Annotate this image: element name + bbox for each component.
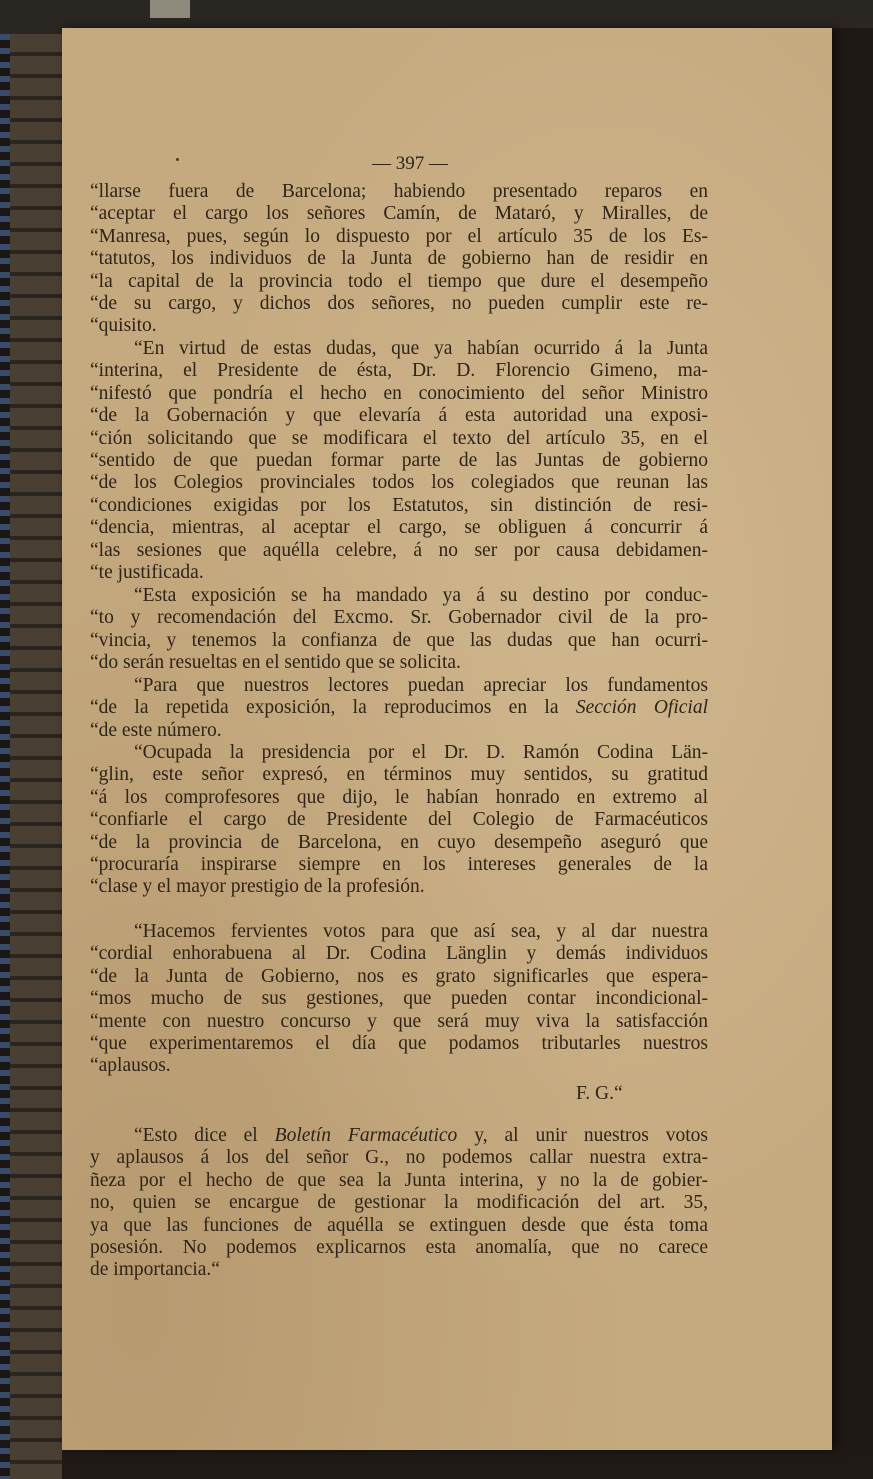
italic-publication-section: Sección Oficial xyxy=(575,697,708,719)
text-line: “nifestó que pondría el hecho en conocimiento del señor Ministro xyxy=(90,382,708,404)
text-line: “de la Gobernación y que elevaría á esta autoridad una exposi- xyxy=(90,405,708,427)
text-line: de importancia.“ xyxy=(90,1259,220,1281)
text-line: “procuraría inspirarse siempre en los intereses generales de la xyxy=(90,854,708,876)
text-line: “interina, el Presidente de ésta, Dr. D. Florencio Gimeno, ma- xyxy=(90,360,708,382)
text-line: “condiciones exigidas por los Estatutos, sin distinción de resi- xyxy=(90,494,708,516)
scan-right-background xyxy=(832,28,873,1450)
text-line: “de su cargo, y dichos dos señores, no pueden cumplir este re- xyxy=(90,293,708,315)
text-line xyxy=(90,1125,708,1147)
text-line: ya que las funciones de aquélla se extinguen desde que ésta toma xyxy=(90,1214,708,1236)
text-line: y aplausos á los del señor G., no podemos callar nuestra extra- xyxy=(90,1147,708,1169)
text-line: “dencia, mientras, al aceptar el cargo, se obliguen á concurrir á xyxy=(90,517,708,539)
paragraph-7 xyxy=(90,1125,708,1282)
text-line: “aceptar el cargo los señores Camín, de Mataró, y Miralles, de xyxy=(90,203,708,225)
text-line: “la capital de la provincia todo el tiempo que dure el desempeño xyxy=(90,270,708,292)
text-line: no, quien se encargue de gestionar la modificación del art. 35, xyxy=(90,1192,708,1214)
text-line: “to y recomendación del Excmo. Sr. Gobernador civil de la pro- xyxy=(90,607,708,629)
paragraph-5 xyxy=(90,742,708,899)
text-line: “clase y el mayor prestigio de la profesión. xyxy=(90,876,425,898)
text-line: “cordial enhorabuena al Dr. Codina Länglin y demás individuos xyxy=(90,943,708,965)
text-line: “quisito. xyxy=(90,315,157,337)
text-line: “de este número. xyxy=(90,719,222,741)
text-line: “mos mucho de sus gestiones, que pueden contar incondicional- xyxy=(90,988,708,1010)
text-line xyxy=(90,697,708,719)
text-line: “Hacemos fervientes votos para que así sea, y al dar nuestra xyxy=(134,921,708,942)
text-line: “te justificada. xyxy=(90,562,204,584)
paragraph-6 xyxy=(90,921,708,1078)
signature-initials: F. G.“ xyxy=(576,1083,623,1104)
text-line: “que experimentaremos el día que podamos tributarles nuestros xyxy=(90,1033,708,1055)
text-line: “las sesiones que aquélla celebre, á no ser por causa debidamen- xyxy=(90,539,708,561)
binding-edge xyxy=(0,34,10,1479)
text-line: “mente con nuestro concurso y que será muy viva la satisfacción xyxy=(90,1010,708,1032)
text-line: ñeza por el hecho de que sea la Junta interina, y no la de gobier- xyxy=(90,1169,708,1191)
paragraph-1 xyxy=(90,181,708,338)
print-speck xyxy=(176,158,179,161)
text-segment: “Esto dice el xyxy=(134,1125,275,1146)
text-line: “de la provincia de Barcelona, en cuyo desempeño aseguró que xyxy=(90,831,708,853)
paragraph-4 xyxy=(90,675,708,742)
text-line: “sentido de que puedan formar parte de las Juntas de gobierno xyxy=(90,450,708,472)
text-segment: “de la repetida exposición, la reproducimos en la xyxy=(90,697,576,719)
text-line: “En virtud de estas dudas, que ya habían ocurrido á la Junta xyxy=(134,338,708,359)
text-line: “Esta exposición se ha mandado ya á su destino por conduc- xyxy=(134,585,708,606)
text-line: “Para que nuestros lectores puedan apreciar los fundamentos xyxy=(134,675,708,696)
text-line: “Manresa, pues, según lo dispuesto por el artículo 35 de los Es- xyxy=(90,225,708,247)
text-line: “do serán resueltas en el sentido que se solicita. xyxy=(90,652,461,674)
text-line: “aplausos. xyxy=(90,1055,171,1077)
page-number: — 397 — xyxy=(372,153,448,174)
book-spine-label xyxy=(150,0,190,18)
text-line: “glin, este señor expresó, en términos muy sentidos, su gratitud xyxy=(90,764,708,786)
text-line: “llarse fuera de Barcelona; habiendo presentado reparos en xyxy=(90,181,708,202)
text-segment: y, al unir nuestros votos xyxy=(457,1125,709,1146)
text-line: “vincia, y tenemos la confianza de que las dudas que han ocurri- xyxy=(90,629,708,651)
text-line: “ción solicitando que se modificara el texto del artículo 35, en el xyxy=(90,427,708,449)
text-line: “confiarle el cargo de Presidente del Colegio de Farmacéuticos xyxy=(90,809,708,831)
text-line: “Ocupada la presidencia por el Dr. D. Ramón Codina Län- xyxy=(134,742,708,763)
text-line: “de los Colegios provinciales todos los colegiados que reunan las xyxy=(90,472,708,494)
text-line: “á los comprofesores que dijo, le habían honrado en extremo al xyxy=(90,786,708,808)
italic-publication-title: Boletín Farmacéutico xyxy=(274,1125,458,1146)
paragraph-2 xyxy=(90,338,708,584)
text-line: “tatutos, los individuos de la Junta de gobierno han de residir en xyxy=(90,248,708,270)
text-line: posesión. No podemos explicarnos esta anomalía, que no carece xyxy=(90,1237,708,1259)
paragraph-3 xyxy=(90,585,708,675)
text-line: “de la Junta de Gobierno, nos es grato significarles que espera- xyxy=(90,965,708,987)
